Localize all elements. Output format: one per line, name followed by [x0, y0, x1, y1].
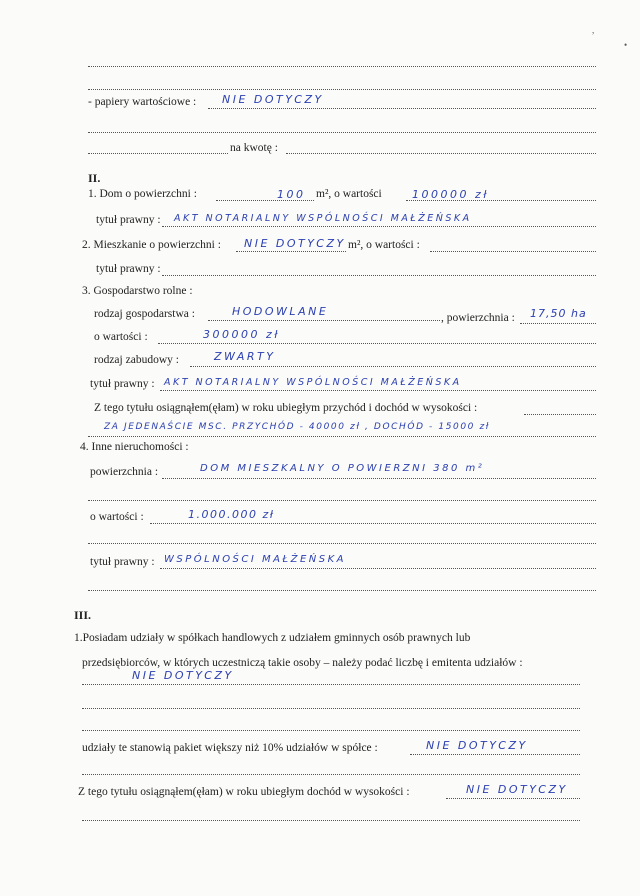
gosp-dochod-value: ZA JEDENAŚCIE MSC. PRZYCHÓD - 40000 zł , DOCHÓD - 15000 zł [104, 422, 490, 432]
dom-tytul: AKT NOTARIALNY WSPÓLNOŚCI MAŁŻEŃSKA [174, 213, 472, 224]
pow-label: , powierzchnia : [441, 312, 515, 324]
kwote-leading-line [88, 153, 228, 154]
zabudowa-value: ZWARTY [214, 350, 276, 363]
inne-tytul-line [160, 568, 596, 569]
mieszkanie-area-line [236, 251, 346, 252]
dom-tytul-line [162, 226, 596, 227]
gosp-tytul: AKT NOTARIALNY WSPÓLNOŚCI MAŁŻEŃSKA [164, 377, 462, 388]
inne-pow: DOM MIESZKALNY O POWIERZNI 380 m² [200, 463, 485, 474]
kwote-label: na kwotę : [230, 142, 278, 154]
pow-value: 17,50 ha [530, 307, 587, 320]
inne-wartosc: 1.000.000 zł [188, 508, 275, 521]
gosp-tytul-line [160, 390, 596, 391]
inne-tytul: WSPÓLNOŚCI MAŁŻEŃSKA [164, 554, 347, 565]
udzialy-para-2: przedsiębiorców, w których uczestniczą takie osoby – należy podać liczbę i emitenta udziałów : [82, 657, 523, 669]
papiery-label: - papiery wartościowe : [88, 96, 197, 108]
iii-dochod-label: Z tego tytułu osiągnąłem(ęłam) w roku ubiegłym dochód w wysokości : [78, 786, 410, 798]
udzialy-line [82, 684, 580, 685]
pakiet-value: NIE DOTYCZY [426, 739, 528, 752]
gospodarstwo-label: 3. Gospodarstwo rolne : [82, 285, 193, 297]
inne-wartosc-label: o wartości : [90, 511, 144, 523]
blank-line [88, 543, 596, 544]
mieszkanie-tytul-label: tytuł prawny : [96, 263, 161, 275]
blank-line [82, 708, 580, 709]
blank-line [88, 89, 596, 90]
gosp-dochod-line-2 [88, 436, 596, 437]
gosp-wartosc-line [158, 343, 596, 344]
inne-tytul-label: tytuł prawny : [90, 556, 155, 568]
blank-line [88, 500, 596, 501]
zabudowa-line [190, 366, 596, 367]
mieszkanie-unit: m², o wartości : [348, 239, 420, 251]
blank-line [88, 132, 596, 133]
rodzaj-label: rodzaj gospodarstwa : [94, 308, 195, 320]
udzialy-value: NIE DOTYCZY [132, 669, 234, 682]
pakiet-label: udziały te stanowią pakiet większy niż 10% udziałów w spółce : [82, 742, 378, 754]
dom-label: 1. Dom o powierzchni : [88, 188, 197, 200]
margin-dot: • [624, 40, 628, 50]
gosp-dochod-label: Z tego tytułu osiągnąłem(ęłam) w roku ubiegłym przychód i dochód w wysokości : [94, 402, 478, 414]
dom-unit: m², o wartości [316, 188, 382, 200]
dom-tytul-label: tytuł prawny : [96, 214, 161, 226]
kwote-line [286, 153, 596, 154]
pakiet-line [410, 754, 580, 755]
papiery-value: NIE DOTYCZY [222, 93, 324, 106]
inne-pow-line [162, 478, 596, 479]
papiery-line [208, 108, 596, 109]
section-ii-heading: II. [88, 171, 101, 185]
inne-label: 4. Inne nieruchomości : [80, 441, 189, 453]
zabudowa-label: rodzaj zabudowy : [94, 354, 179, 366]
pow-line [520, 323, 596, 324]
blank-line [82, 774, 580, 775]
mieszkanie-tytul-line [162, 275, 596, 276]
gosp-wartosc: 300000 zł [203, 328, 280, 341]
inne-wartosc-line [150, 523, 596, 524]
gosp-dochod-line [524, 414, 596, 415]
iii-dochod-line [446, 798, 580, 799]
margin-mark: , [592, 25, 595, 35]
inne-pow-label: powierzchnia : [90, 466, 159, 478]
blank-line [88, 590, 596, 591]
gosp-tytul-label: tytuł prawny : [90, 378, 155, 390]
udzialy-para-1: 1.Posiadam udziały w spółkach handlowych z udziałem gminnych osób prawnych lub [74, 632, 471, 644]
gosp-wartosc-label: o wartości : [94, 331, 148, 343]
blank-line [88, 66, 596, 67]
mieszkanie-area: NIE DOTYCZY [244, 237, 346, 250]
dom-area: 100 [277, 188, 306, 201]
iii-dochod-value: NIE DOTYCZY [466, 783, 568, 796]
dom-value: 100000 zł [412, 188, 489, 201]
mieszkanie-label: 2. Mieszkanie o powierzchni : [82, 239, 221, 251]
rodzaj-value: HODOWLANE [232, 305, 329, 318]
section-iii-heading: III. [74, 608, 92, 622]
mieszkanie-value-line [430, 251, 596, 252]
blank-line [82, 820, 580, 821]
blank-line [82, 730, 580, 731]
rodzaj-line [208, 320, 440, 321]
